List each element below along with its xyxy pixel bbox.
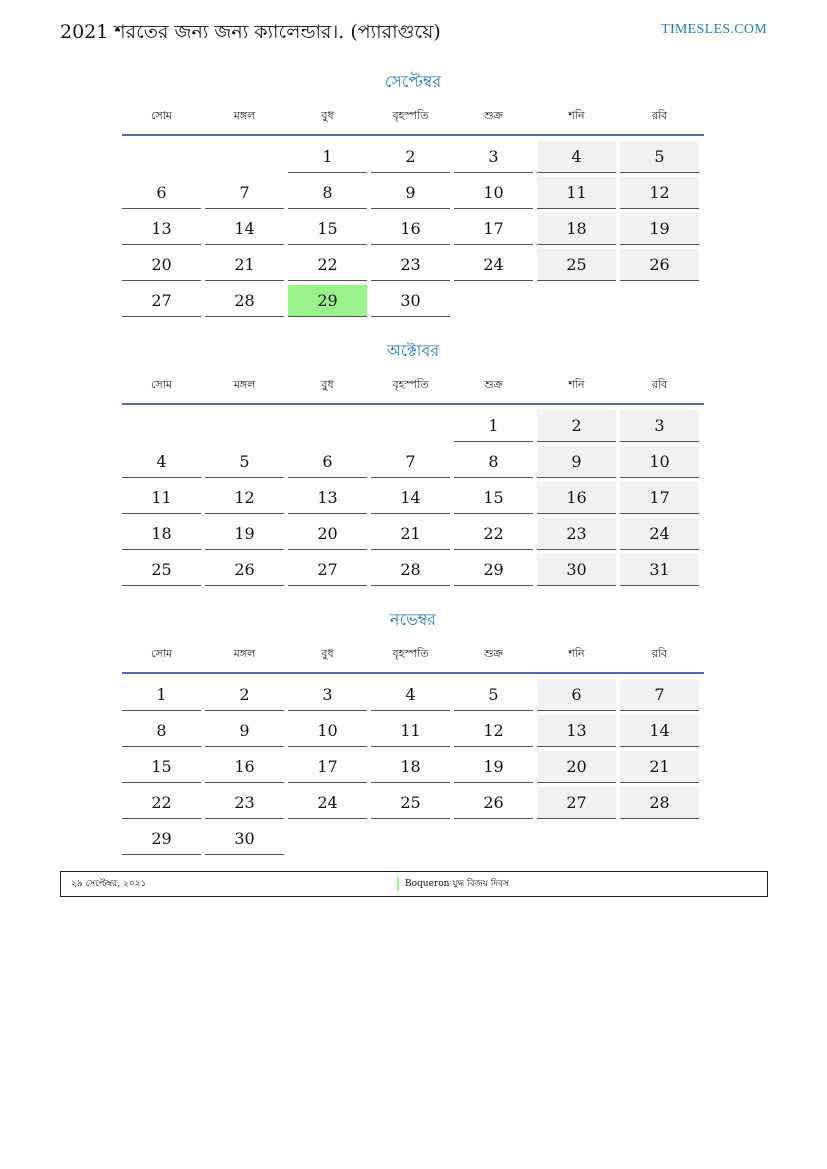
- weekday-label: শুক্র: [484, 647, 503, 660]
- weekday-label: শুক্র: [484, 109, 503, 122]
- weekday-header-row: [122, 373, 704, 405]
- days-grid: [122, 679, 704, 855]
- day-cell: 10: [620, 446, 699, 478]
- day-cell: 28: [205, 285, 284, 317]
- empty-day-cell: [122, 410, 201, 441]
- weekday-label: বৃহস্পতি: [392, 109, 429, 122]
- day-cell: 7: [371, 446, 450, 478]
- weekday-label: মঙ্গল: [233, 378, 256, 391]
- weekday-label: শুক্র: [484, 378, 503, 391]
- day-cell: 8: [288, 177, 367, 209]
- day-cell: 12: [205, 482, 284, 514]
- day-cell: 21: [371, 518, 450, 550]
- day-cell: 14: [371, 482, 450, 514]
- month-title: অক্টোবর: [386, 341, 440, 360]
- day-cell: 17: [620, 482, 699, 514]
- day-cell: 30: [537, 554, 616, 586]
- weekday-label: শনি: [568, 647, 585, 660]
- day-cell: 13: [537, 715, 616, 747]
- weekday-label: সোম: [150, 378, 173, 391]
- day-cell: 22: [122, 787, 201, 819]
- month-title: নভেম্বর: [389, 610, 437, 629]
- day-cell: 9: [537, 446, 616, 478]
- day-cell: 23: [537, 518, 616, 550]
- weekday-label: রবি: [651, 109, 668, 122]
- day-cell: 4: [122, 446, 201, 478]
- day-cell: 21: [205, 249, 284, 281]
- day-cell: 20: [537, 751, 616, 783]
- weekday-header-row: [122, 104, 704, 136]
- weekday-label: বৃহস্পতি: [392, 378, 429, 391]
- day-cell: 24: [454, 249, 533, 281]
- day-cell: 18: [122, 518, 201, 550]
- day-cell: 7: [205, 177, 284, 209]
- day-cell: 16: [537, 482, 616, 514]
- day-cell: 1: [288, 141, 367, 173]
- day-cell: 9: [371, 177, 450, 209]
- day-cell: 4: [371, 679, 450, 711]
- weekday-label: শনি: [568, 378, 585, 391]
- day-cell: 11: [537, 177, 616, 209]
- day-cell: 7: [620, 679, 699, 711]
- holiday-date: ২৯ সেপ্টেম্বর, ২০২১: [71, 879, 147, 889]
- day-cell: 12: [454, 715, 533, 747]
- day-cell: 16: [205, 751, 284, 783]
- day-cell: 19: [205, 518, 284, 550]
- empty-day-cell: [371, 410, 450, 441]
- day-cell: 11: [122, 482, 201, 514]
- site-link[interactable]: TIMESLES.COM: [661, 22, 767, 37]
- day-cell: 25: [537, 249, 616, 281]
- day-cell: 1: [122, 679, 201, 711]
- day-cell: 2: [537, 410, 616, 442]
- day-cell: 19: [620, 213, 699, 245]
- day-cell: 26: [454, 787, 533, 819]
- page-title: 2021 শরতের জন্য জন্য ক্যালেন্ডার।. (প্যারাগুয়ে): [60, 21, 441, 43]
- day-cell: 13: [122, 213, 201, 245]
- day-cell: 2: [205, 679, 284, 711]
- day-cell: 13: [288, 482, 367, 514]
- day-cell: 11: [371, 715, 450, 747]
- day-cell: 17: [288, 751, 367, 783]
- weekday-label: বুধ: [321, 109, 334, 122]
- day-cell: 31: [620, 554, 699, 586]
- weekday-label: মঙ্গল: [233, 647, 256, 660]
- day-cell: 24: [288, 787, 367, 819]
- day-cell: 6: [122, 177, 201, 209]
- empty-day-cell: [122, 141, 201, 172]
- empty-day-cell: [205, 141, 284, 172]
- day-cell: 15: [454, 482, 533, 514]
- weekday-label: শনি: [568, 109, 585, 122]
- day-cell: 20: [288, 518, 367, 550]
- days-grid: [122, 141, 704, 317]
- day-cell: 28: [620, 787, 699, 819]
- day-cell: 25: [122, 554, 201, 586]
- day-cell: 23: [205, 787, 284, 819]
- day-cell: 21: [620, 751, 699, 783]
- weekday-label: বুধ: [321, 378, 334, 391]
- day-cell: 29: [122, 823, 201, 855]
- day-cell: 6: [288, 446, 367, 478]
- day-cell: 6: [537, 679, 616, 711]
- holiday-name: Boqueron যুদ্ধ বিজয় দিবস: [405, 879, 509, 889]
- day-cell: 14: [620, 715, 699, 747]
- weekday-label: বুধ: [321, 647, 334, 660]
- day-cell: 15: [288, 213, 367, 245]
- weekday-label: বৃহস্পতি: [392, 647, 429, 660]
- day-cell: 5: [454, 679, 533, 711]
- month-title: সেপ্টেম্বর: [384, 72, 442, 91]
- day-cell: 29: [454, 554, 533, 586]
- day-cell: 19: [454, 751, 533, 783]
- day-cell: 25: [371, 787, 450, 819]
- day-cell: 5: [205, 446, 284, 478]
- day-cell: 1: [454, 410, 533, 442]
- day-cell: 5: [620, 141, 699, 173]
- weekday-label: সোম: [150, 647, 173, 660]
- day-cell: 26: [205, 554, 284, 586]
- day-cell: 14: [205, 213, 284, 245]
- month-november: [122, 608, 704, 855]
- empty-day-cell: [205, 410, 284, 441]
- day-cell: 3: [288, 679, 367, 711]
- day-cell: 22: [288, 249, 367, 281]
- day-cell: 22: [454, 518, 533, 550]
- day-cell: 18: [371, 751, 450, 783]
- day-cell: 4: [537, 141, 616, 173]
- holiday-day-cell: 29: [288, 285, 367, 317]
- day-cell: 16: [371, 213, 450, 245]
- empty-day-cell: [288, 410, 367, 441]
- month-september: [122, 70, 704, 317]
- day-cell: 27: [537, 787, 616, 819]
- day-cell: 27: [288, 554, 367, 586]
- day-cell: 10: [288, 715, 367, 747]
- month-october: [122, 339, 704, 586]
- day-cell: 8: [454, 446, 533, 478]
- day-cell: 30: [205, 823, 284, 855]
- day-cell: 30: [371, 285, 450, 317]
- day-cell: 12: [620, 177, 699, 209]
- day-cell: 18: [537, 213, 616, 245]
- day-cell: 17: [454, 213, 533, 245]
- day-cell: 24: [620, 518, 699, 550]
- day-cell: 9: [205, 715, 284, 747]
- day-cell: 26: [620, 249, 699, 281]
- holiday-legend: [60, 871, 768, 897]
- day-cell: 28: [371, 554, 450, 586]
- weekday-label: রবি: [651, 378, 668, 391]
- weekday-label: মঙ্গল: [233, 109, 256, 122]
- day-cell: 8: [122, 715, 201, 747]
- day-cell: 10: [454, 177, 533, 209]
- day-cell: 2: [371, 141, 450, 173]
- days-grid: [122, 410, 704, 586]
- day-cell: 20: [122, 249, 201, 281]
- day-cell: 27: [122, 285, 201, 317]
- weekday-label: রবি: [651, 647, 668, 660]
- weekday-header-row: [122, 642, 704, 674]
- day-cell: 15: [122, 751, 201, 783]
- weekday-label: সোম: [150, 109, 173, 122]
- day-cell: 3: [454, 141, 533, 173]
- day-cell: 23: [371, 249, 450, 281]
- day-cell: 3: [620, 410, 699, 442]
